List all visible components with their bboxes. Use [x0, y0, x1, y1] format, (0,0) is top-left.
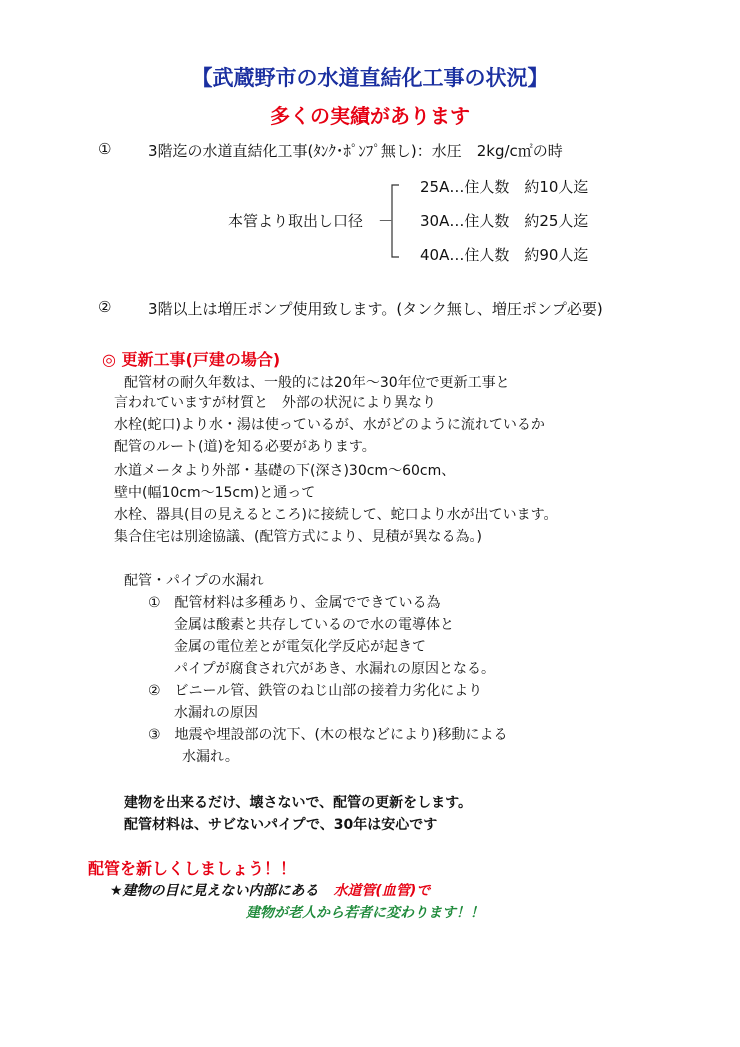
renewal-line: 壁中(幅10cm～15cm)と通って — [114, 485, 316, 501]
leak-line: ③ 地震や埋設部の沈下、(木の根などにより)移動による — [148, 727, 508, 743]
renewal-heading: ◎ 更新工事(戸建の場合) — [102, 350, 281, 369]
page-title: 【武蔵野市の水道直結化工事の状況】 — [191, 66, 549, 90]
summary-line: 建物を出来るだけ、壊さないで、配管の更新をします。 — [124, 795, 473, 811]
star-line-prefix: ★建物の目に見えない内部にある — [110, 883, 319, 899]
renewal-line: 配管材の耐久年数は、一般的には20年～30年位で更新工事と — [124, 375, 510, 391]
branch-connector: － — [378, 212, 394, 230]
renewal-line: 言われていますが材質と 外部の状況により異なり — [114, 395, 436, 411]
branch-40a: 40A…住人数 約90人迄 — [420, 246, 589, 264]
branch-25a: 25A…住人数 約10人迄 — [420, 178, 589, 196]
leak-line: 金属の電位差とが電気化学反応が起きて — [174, 639, 426, 655]
leak-line: 水漏れ。 — [182, 749, 239, 765]
leak-line: ① 配管材料は多種あり、金属でできている為 — [148, 595, 441, 611]
star-line-highlight: 水道管(血管)で — [333, 883, 431, 899]
renewal-line: 水栓、器具(目の見えるところ)に接続して、蛇口より水が出ています。 — [114, 507, 558, 523]
branch-label: 本管より取出し口径 — [228, 212, 364, 230]
leak-line: ② ビニール管、鉄管のねじ山部の接着力劣化により — [148, 683, 483, 699]
renewal-line: 配管のルート(道)を知る必要があります。 — [114, 439, 376, 455]
leak-line: 水漏れの原因 — [174, 705, 258, 721]
renewal-line: 水道メータより外部・基礎の下(深さ)30cm～60cm、 — [114, 463, 456, 479]
item1-marker: ① — [98, 140, 112, 158]
closing-star-line — [110, 880, 430, 900]
branch-bracket — [390, 184, 400, 258]
page-subtitle: 多くの実績があります — [270, 104, 470, 128]
item1-text: 3階迄の水道直結化工事(ﾀﾝｸ･ﾎﾟﾝﾌﾟ無し)：水圧 2kg/c㎡の時 — [148, 142, 563, 160]
item2-marker: ② — [98, 298, 112, 316]
closing-headline: 配管を新しくしましょう！！ — [88, 859, 297, 878]
leak-line: 金属は酸素と共存しているので水の電導体と — [174, 617, 454, 633]
leak-line: パイプが腐食され穴があき、水漏れの原因となる。 — [174, 661, 496, 677]
closing-final-line: 建物が老人から若者に変わります！！ — [246, 905, 484, 921]
branch-30a: 30A…住人数 約25人迄 — [420, 212, 589, 230]
leak-heading: 配管・パイプの水漏れ — [124, 573, 264, 589]
renewal-line: 水栓(蛇口)より水・湯は使っているが、水がどのように流れているか — [114, 417, 545, 433]
item2-text: 3階以上は増圧ポンプ使用致します。(タンク無し、増圧ポンプ必要) — [148, 300, 603, 318]
summary-line: 配管材料は、サビないパイプで、30年は安心です — [124, 817, 438, 833]
renewal-line: 集合住宅は別途協議、(配管方式により、見積が異なる為。) — [114, 529, 482, 545]
